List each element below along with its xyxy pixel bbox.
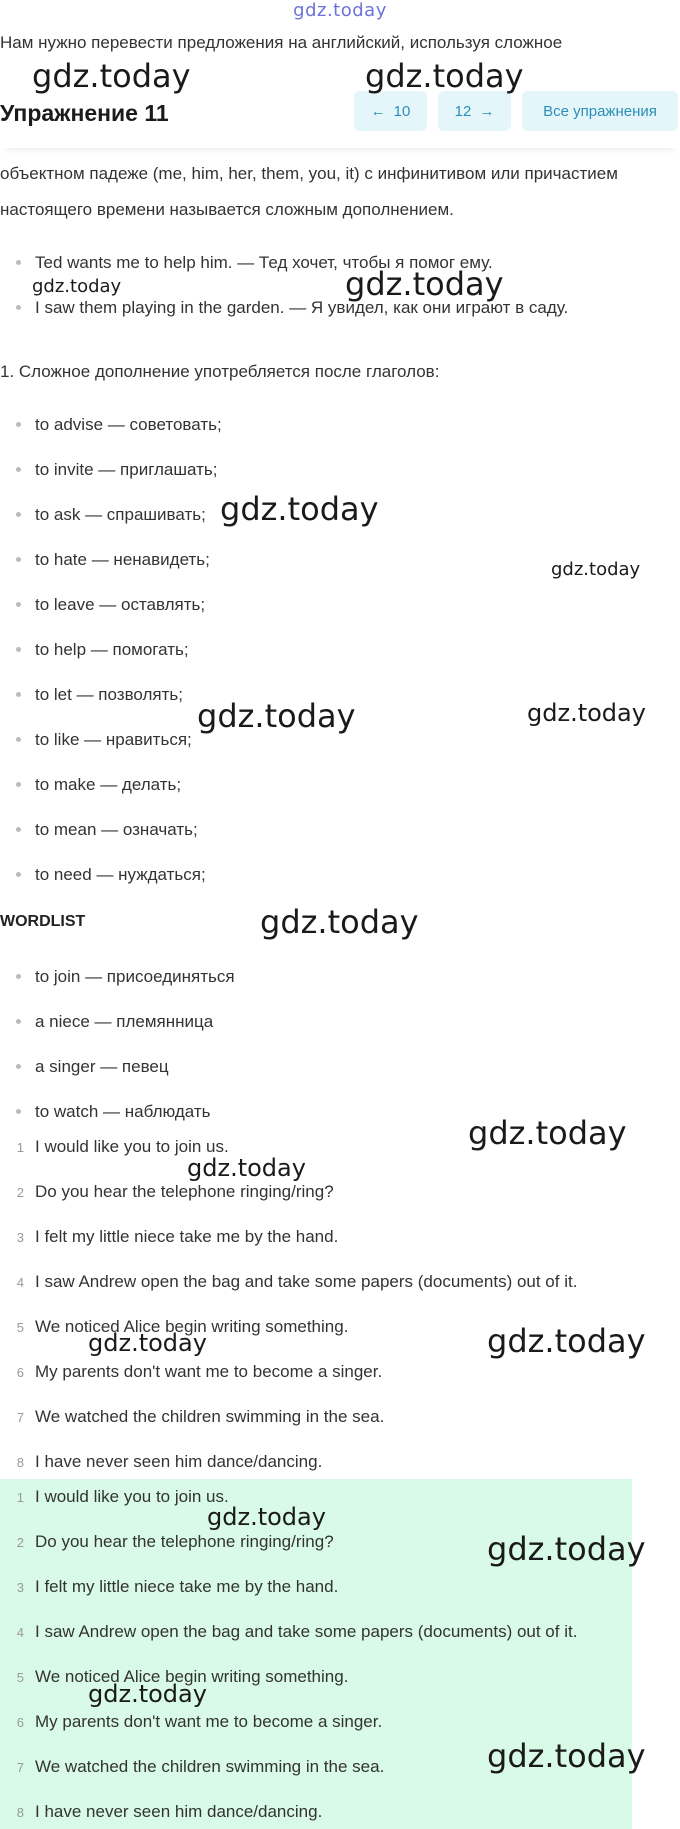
answer-number: 1 [16,1140,24,1155]
page-title: Упражнение 11 [0,100,169,126]
answer-number: 8 [16,1455,24,1470]
intro-text: Нам нужно перевести предложения на английский, используя сложное [0,33,563,52]
answer-item [0,1577,338,1597]
list-item [0,967,235,987]
example-text: I saw them playing in the garden. — Я увидел, как они играют в саду. [35,298,569,317]
answer-number: 1 [16,1490,24,1505]
watermark: gdz.today [32,276,122,297]
list-item [0,253,493,273]
word-text: to join — присоединяться [35,967,235,986]
answer-text: I felt my little niece take me by the hand. [35,1227,339,1246]
answer-text: Do you hear the telephone ringing/ring? [35,1532,334,1551]
watermark: gdz.today [88,1329,207,1357]
watermark: gdz.today [487,1737,646,1775]
list-item [0,550,210,570]
watermark: gdz.today [260,903,419,941]
bullet-icon [16,782,21,787]
list-item [0,640,189,660]
verb-text: to make — делать; [35,775,182,794]
answer-item [0,1802,322,1822]
answer-text: We watched the children swimming in the sea. [35,1757,385,1776]
watermark: gdz.today [468,1114,627,1152]
list-item [0,1012,213,1032]
answer-number: 7 [16,1410,24,1425]
verb-text: to help — помогать; [35,640,189,659]
site-logo[interactable]: gdz.today [293,0,387,21]
list-item [0,685,183,705]
bullet-icon [16,1019,21,1024]
answer-number: 7 [16,1760,24,1775]
answer-item [0,1272,577,1292]
list-item [0,730,192,750]
list-item [0,865,206,885]
verb-text: to like — нравиться; [35,730,192,749]
bullet-icon [16,512,21,517]
list-item [0,595,205,615]
verb-text: to mean — означать; [35,820,198,839]
answer-text: I felt my little niece take me by the hand. [35,1577,339,1596]
answer-number: 8 [16,1805,24,1820]
wordlist-heading: WORDLIST [0,913,86,930]
list-item [0,820,198,840]
verb-text: to need — нуждаться; [35,865,206,884]
answer-item [0,1452,322,1472]
answer-item [0,1227,338,1247]
all-exercises-button[interactable] [522,91,678,131]
list-item [0,1057,169,1077]
answer-text: We noticed Alice begin writing something. [35,1667,349,1686]
answer-number: 4 [16,1275,24,1290]
answer-number: 6 [16,1365,24,1380]
answer-text: We noticed Alice begin writing something. [35,1317,349,1336]
answer-item [0,1137,229,1157]
bullet-icon [16,692,21,697]
watermark: gdz.today [551,559,641,580]
watermark: gdz.today [88,1680,207,1708]
answer-number: 4 [16,1625,24,1640]
verb-text: to ask — спрашивать; [35,505,206,524]
list-item [0,775,181,795]
word-text: a singer — певец [35,1057,169,1076]
bullet-icon [16,647,21,652]
bullet-icon [16,827,21,832]
answer-item [0,1317,348,1337]
watermark: gdz.today [197,697,356,735]
answer-text: I saw Andrew open the bag and take some papers (documents) out of it. [35,1622,578,1641]
verb-text: to hate — ненавидеть; [35,550,210,569]
watermark: gdz.today [32,57,191,95]
word-text: a niece — племянница [35,1012,214,1031]
bullet-icon [16,260,21,265]
bullet-icon [16,467,21,472]
watermark: gdz.today [487,1530,646,1568]
answer-text: I have never seen him dance/dancing. [35,1802,323,1821]
answer-item [0,1182,334,1202]
verb-text: to let — позволять; [35,685,183,704]
answer-item [0,1757,384,1777]
answer-item [0,1622,577,1642]
next-exercise-label: 12 [454,102,472,120]
word-text: to watch — наблюдать [35,1102,211,1121]
list-item [0,298,568,318]
watermark: gdz.today [187,1154,306,1182]
answer-text: Do you hear the telephone ringing/ring? [35,1182,334,1201]
answer-item [0,1487,229,1507]
next-exercise-button[interactable] [438,91,511,131]
answer-text: We watched the children swimming in the sea. [35,1407,385,1426]
verb-text: to advise — советовать; [35,415,222,434]
answer-item [0,1407,384,1427]
example-text: Ted wants me to help him. — Тед хочет, чтобы я помог ему. [35,253,493,272]
answer-text: I would like you to join us. [35,1487,229,1506]
watermark: gdz.today [527,699,646,727]
verb-text: to invite — приглашать; [35,460,218,479]
watermark: gdz.today [207,1503,326,1531]
answer-item [0,1712,382,1732]
bullet-icon [16,1109,21,1114]
all-exercises-label: Все упражнения [543,102,657,120]
verbs-heading: 1. Сложное дополнение употребляется после глаголов: [0,362,440,381]
bullet-icon [16,602,21,607]
bullet-icon [16,305,21,310]
explain-line-2: настоящего времени называется сложным дополнением. [0,200,454,219]
answer-text: I would like you to join us. [35,1137,229,1156]
bullet-icon [16,737,21,742]
arrow-right-icon: → [479,102,495,120]
list-item [0,460,217,480]
prev-exercise-label: 10 [393,102,411,120]
bullet-icon [16,974,21,979]
watermark: gdz.today [345,265,504,303]
exercise-header [0,86,680,148]
answer-item [0,1532,334,1552]
watermark: gdz.today [220,490,379,528]
answer-text: My parents don't want me to become a singer. [35,1362,383,1381]
verb-text: to leave — оставлять; [35,595,206,614]
answer-item [0,1362,382,1382]
answer-text: I saw Andrew open the bag and take some papers (documents) out of it. [35,1272,578,1291]
answer-number: 5 [16,1670,24,1685]
list-item [0,1102,211,1122]
answer-text: My parents don't want me to become a singer. [35,1712,383,1731]
answer-number: 3 [16,1580,24,1595]
answer-text: I have never seen him dance/dancing. [35,1452,323,1471]
answer-item [0,1667,348,1687]
bullet-icon [16,557,21,562]
watermark: gdz.today [487,1322,646,1360]
answer-number: 2 [16,1535,24,1550]
explain-line-1: объектном падеже (me, him, her, them, you, it) с инфинитивом или причастием [0,164,618,183]
prev-exercise-button[interactable] [354,91,427,131]
list-item [0,415,222,435]
bullet-icon [16,422,21,427]
answer-number: 5 [16,1320,24,1335]
answer-number: 3 [16,1230,24,1245]
bullet-icon [16,872,21,877]
bullet-icon [16,1064,21,1069]
list-item [0,505,206,525]
answer-number: 6 [16,1715,24,1730]
arrow-left-icon: ← [370,102,386,120]
watermark: gdz.today [365,57,524,95]
answer-number: 2 [16,1185,24,1200]
